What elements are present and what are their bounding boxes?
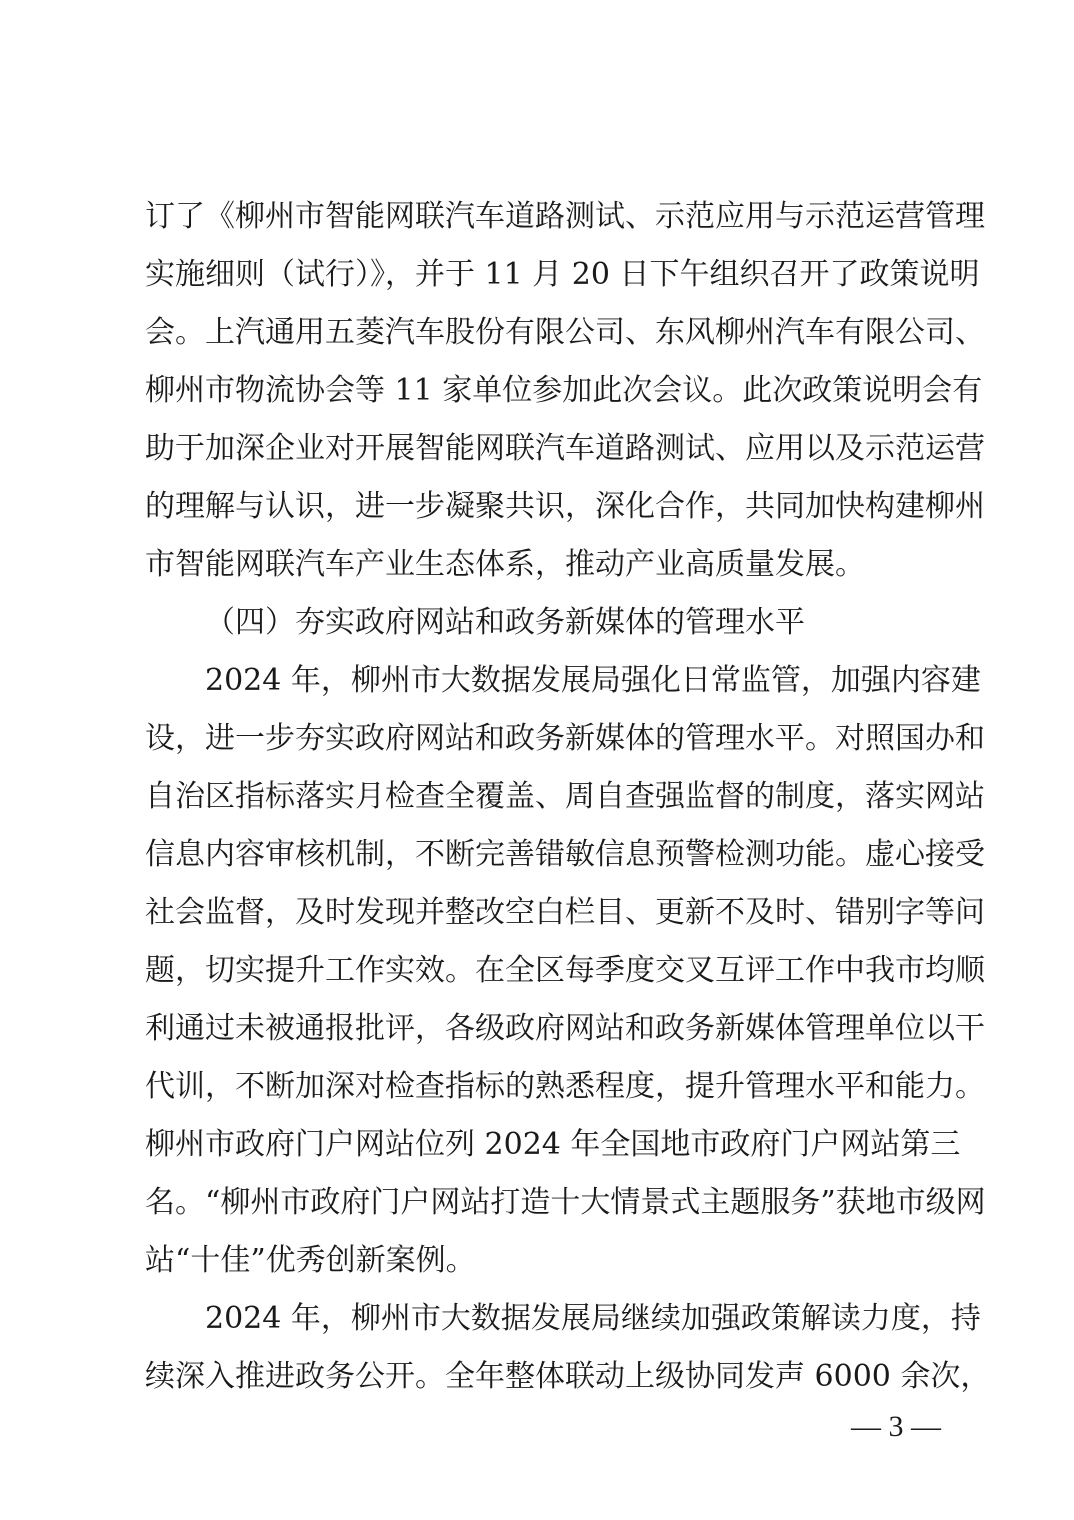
section-heading: （四）夯实政府网站和政务新媒体的管理水平 — [205, 605, 805, 640]
paragraph-line: 柳州市物流协会等 11 家单位参加此次会议。此次政策说明会有 — [145, 373, 983, 408]
paragraph-line: 市智能网联汽车产业生态体系，推动产业高质量发展。 — [145, 547, 865, 582]
paragraph-line: 订了《柳州市智能网联汽车道路测试、示范应用与示范运营管理 — [145, 199, 985, 234]
paragraph-line: 2024 年，柳州市大数据发展局继续加强政策解读力度，持 — [205, 1301, 981, 1336]
paragraph-line: 社会监督，及时发现并整改空白栏目、更新不及时、错别字等问 — [145, 895, 985, 930]
paragraph-line: 站“十佳”优秀创新案例。 — [145, 1243, 476, 1278]
document-body — [145, 188, 991, 1406]
paragraph-line: 利通过未被通报批评，各级政府网站和政务新媒体管理单位以干 — [145, 1011, 985, 1046]
paragraph-line: 设，进一步夯实政府网站和政务新媒体的管理水平。对照国办和 — [145, 721, 985, 756]
paragraph-line: 代训，不断加深对检查指标的熟悉程度，提升管理水平和能力。 — [145, 1069, 985, 1104]
paragraph-line: 柳州市政府门户网站位列 2024 年全国地市政府门户网站第三 — [145, 1127, 961, 1162]
paragraph-line: 实施细则（试行）》，并于 11 月 20 日下午组织召开了政策说明 — [145, 257, 980, 292]
page-number: — 3 — — [851, 1410, 941, 1443]
paragraph-line: 名。“柳州市政府门户网站打造十大情景式主题服务”获地市级网 — [145, 1185, 986, 1220]
paragraph-line: 的理解与认识，进一步凝聚共识，深化合作，共同加快构建柳州 — [145, 489, 985, 524]
paragraph-line: 2024 年，柳州市大数据发展局强化日常监管，加强内容建 — [205, 663, 981, 698]
paragraph-line: 会。上汽通用五菱汽车股份有限公司、东风柳州汽车有限公司、 — [145, 315, 985, 350]
paragraph-line: 信息内容审核机制，不断完善错敏信息预警检测功能。虚心接受 — [145, 837, 985, 872]
paragraph-line: 自治区指标落实月检查全覆盖、周自查强监督的制度，落实网站 — [145, 779, 985, 814]
paragraph-line: 题，切实提升工作实效。在全区每季度交叉互评工作中我市均顺 — [145, 953, 985, 988]
paragraph-line: 助于加深企业对开展智能网联汽车道路测试、应用以及示范运营 — [145, 431, 985, 466]
paragraph-line: 续深入推进政务公开。全年整体联动上级协同发声 6000 余次， — [145, 1359, 991, 1394]
